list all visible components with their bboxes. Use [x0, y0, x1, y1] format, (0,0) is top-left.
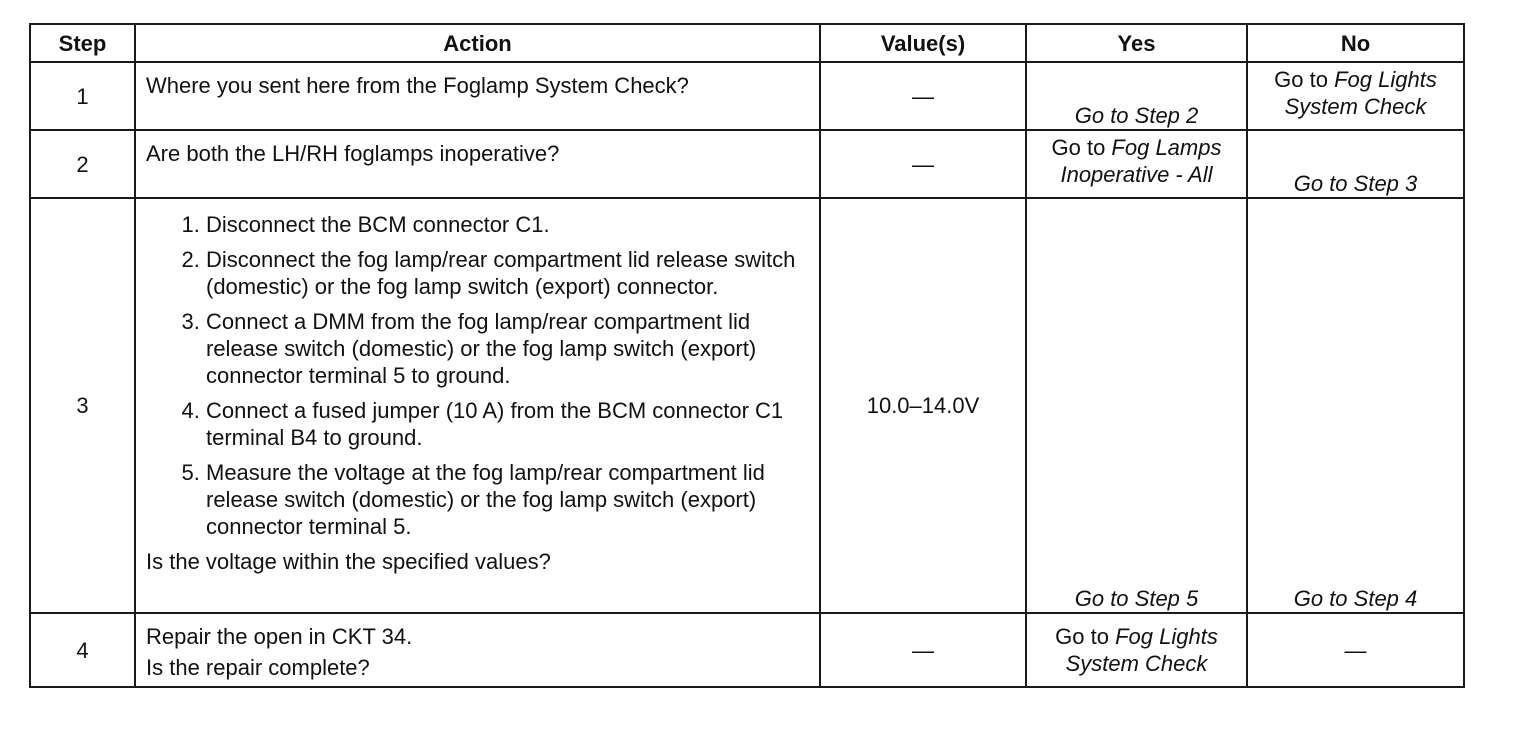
header-row	[30, 24, 1464, 62]
step-number: 4	[30, 613, 135, 687]
no-link[interactable]: Go to Step 4	[1293, 586, 1418, 611]
substep-item: 2. Disconnect the fog lamp/rear compartment lid release switch (domestic) or the fog lamp switch (export) connector.	[206, 246, 809, 300]
yes-link[interactable]: Fog Lights System Check	[1065, 624, 1218, 676]
action-cell	[135, 613, 820, 687]
action-question: Are both the LH/RH foglamps inoperative?	[146, 141, 560, 166]
diagnostic-table	[29, 23, 1465, 688]
step-number: 2	[30, 130, 135, 198]
header-step: Step	[30, 24, 135, 62]
table-row	[30, 613, 1464, 687]
action-cell	[135, 130, 820, 198]
header-yes: Yes	[1026, 24, 1247, 62]
action-cell	[135, 198, 820, 613]
yes-link[interactable]: Go to Step 2	[1074, 103, 1199, 128]
substep-item: 4. Connect a fused jumper (10 A) from the BCM connector C1 terminal B4 to ground.	[206, 397, 809, 451]
yes-link[interactable]: Fog Lamps Inoperative - All	[1060, 135, 1222, 187]
no-link[interactable]: Go to Step 3	[1293, 171, 1418, 196]
value-cell: 10.0–14.0V	[820, 198, 1026, 613]
step-number: 3	[30, 198, 135, 613]
header-action: Action	[135, 24, 820, 62]
no-cell: —	[1247, 613, 1464, 687]
value-cell: —	[820, 62, 1026, 130]
action-instruction: Repair the open in CKT 34.	[146, 624, 413, 649]
header-value: Value(s)	[820, 24, 1026, 62]
no-prefix: Go to	[1274, 67, 1335, 92]
yes-cell	[1026, 613, 1247, 687]
substep-item: 5. Measure the voltage at the fog lamp/rear compartment lid release switch (domestic) or the fog lamp switch (export) connector terminal 5.	[206, 459, 809, 540]
table-row	[30, 62, 1464, 130]
no-link[interactable]: Fog Lights System Check	[1284, 67, 1437, 119]
yes-prefix: Go to	[1051, 135, 1112, 160]
yes-cell	[1026, 62, 1247, 130]
yes-prefix: Go to	[1055, 624, 1116, 649]
header-no: No	[1247, 24, 1464, 62]
value-cell: —	[820, 613, 1026, 687]
action-question: Is the repair complete?	[146, 655, 370, 680]
no-cell	[1247, 198, 1464, 613]
substep-item: 3. Connect a DMM from the fog lamp/rear compartment lid release switch (domestic) or the fog lamp switch (export) connector terminal 5 to ground.	[206, 308, 809, 389]
substep-list	[146, 211, 809, 540]
step-number: 1	[30, 62, 135, 130]
value-cell: —	[820, 130, 1026, 198]
yes-link[interactable]: Go to Step 5	[1074, 586, 1199, 611]
action-cell	[135, 62, 820, 130]
substep-item: 1. Disconnect the BCM connector C1.	[206, 211, 809, 238]
table-row	[30, 198, 1464, 613]
no-cell	[1247, 62, 1464, 130]
yes-cell	[1026, 198, 1247, 613]
yes-cell	[1026, 130, 1247, 198]
table-row	[30, 130, 1464, 198]
action-question: Is the voltage within the specified values?	[146, 549, 551, 574]
action-question: Where you sent here from the Foglamp System Check?	[146, 73, 689, 98]
no-cell	[1247, 130, 1464, 198]
